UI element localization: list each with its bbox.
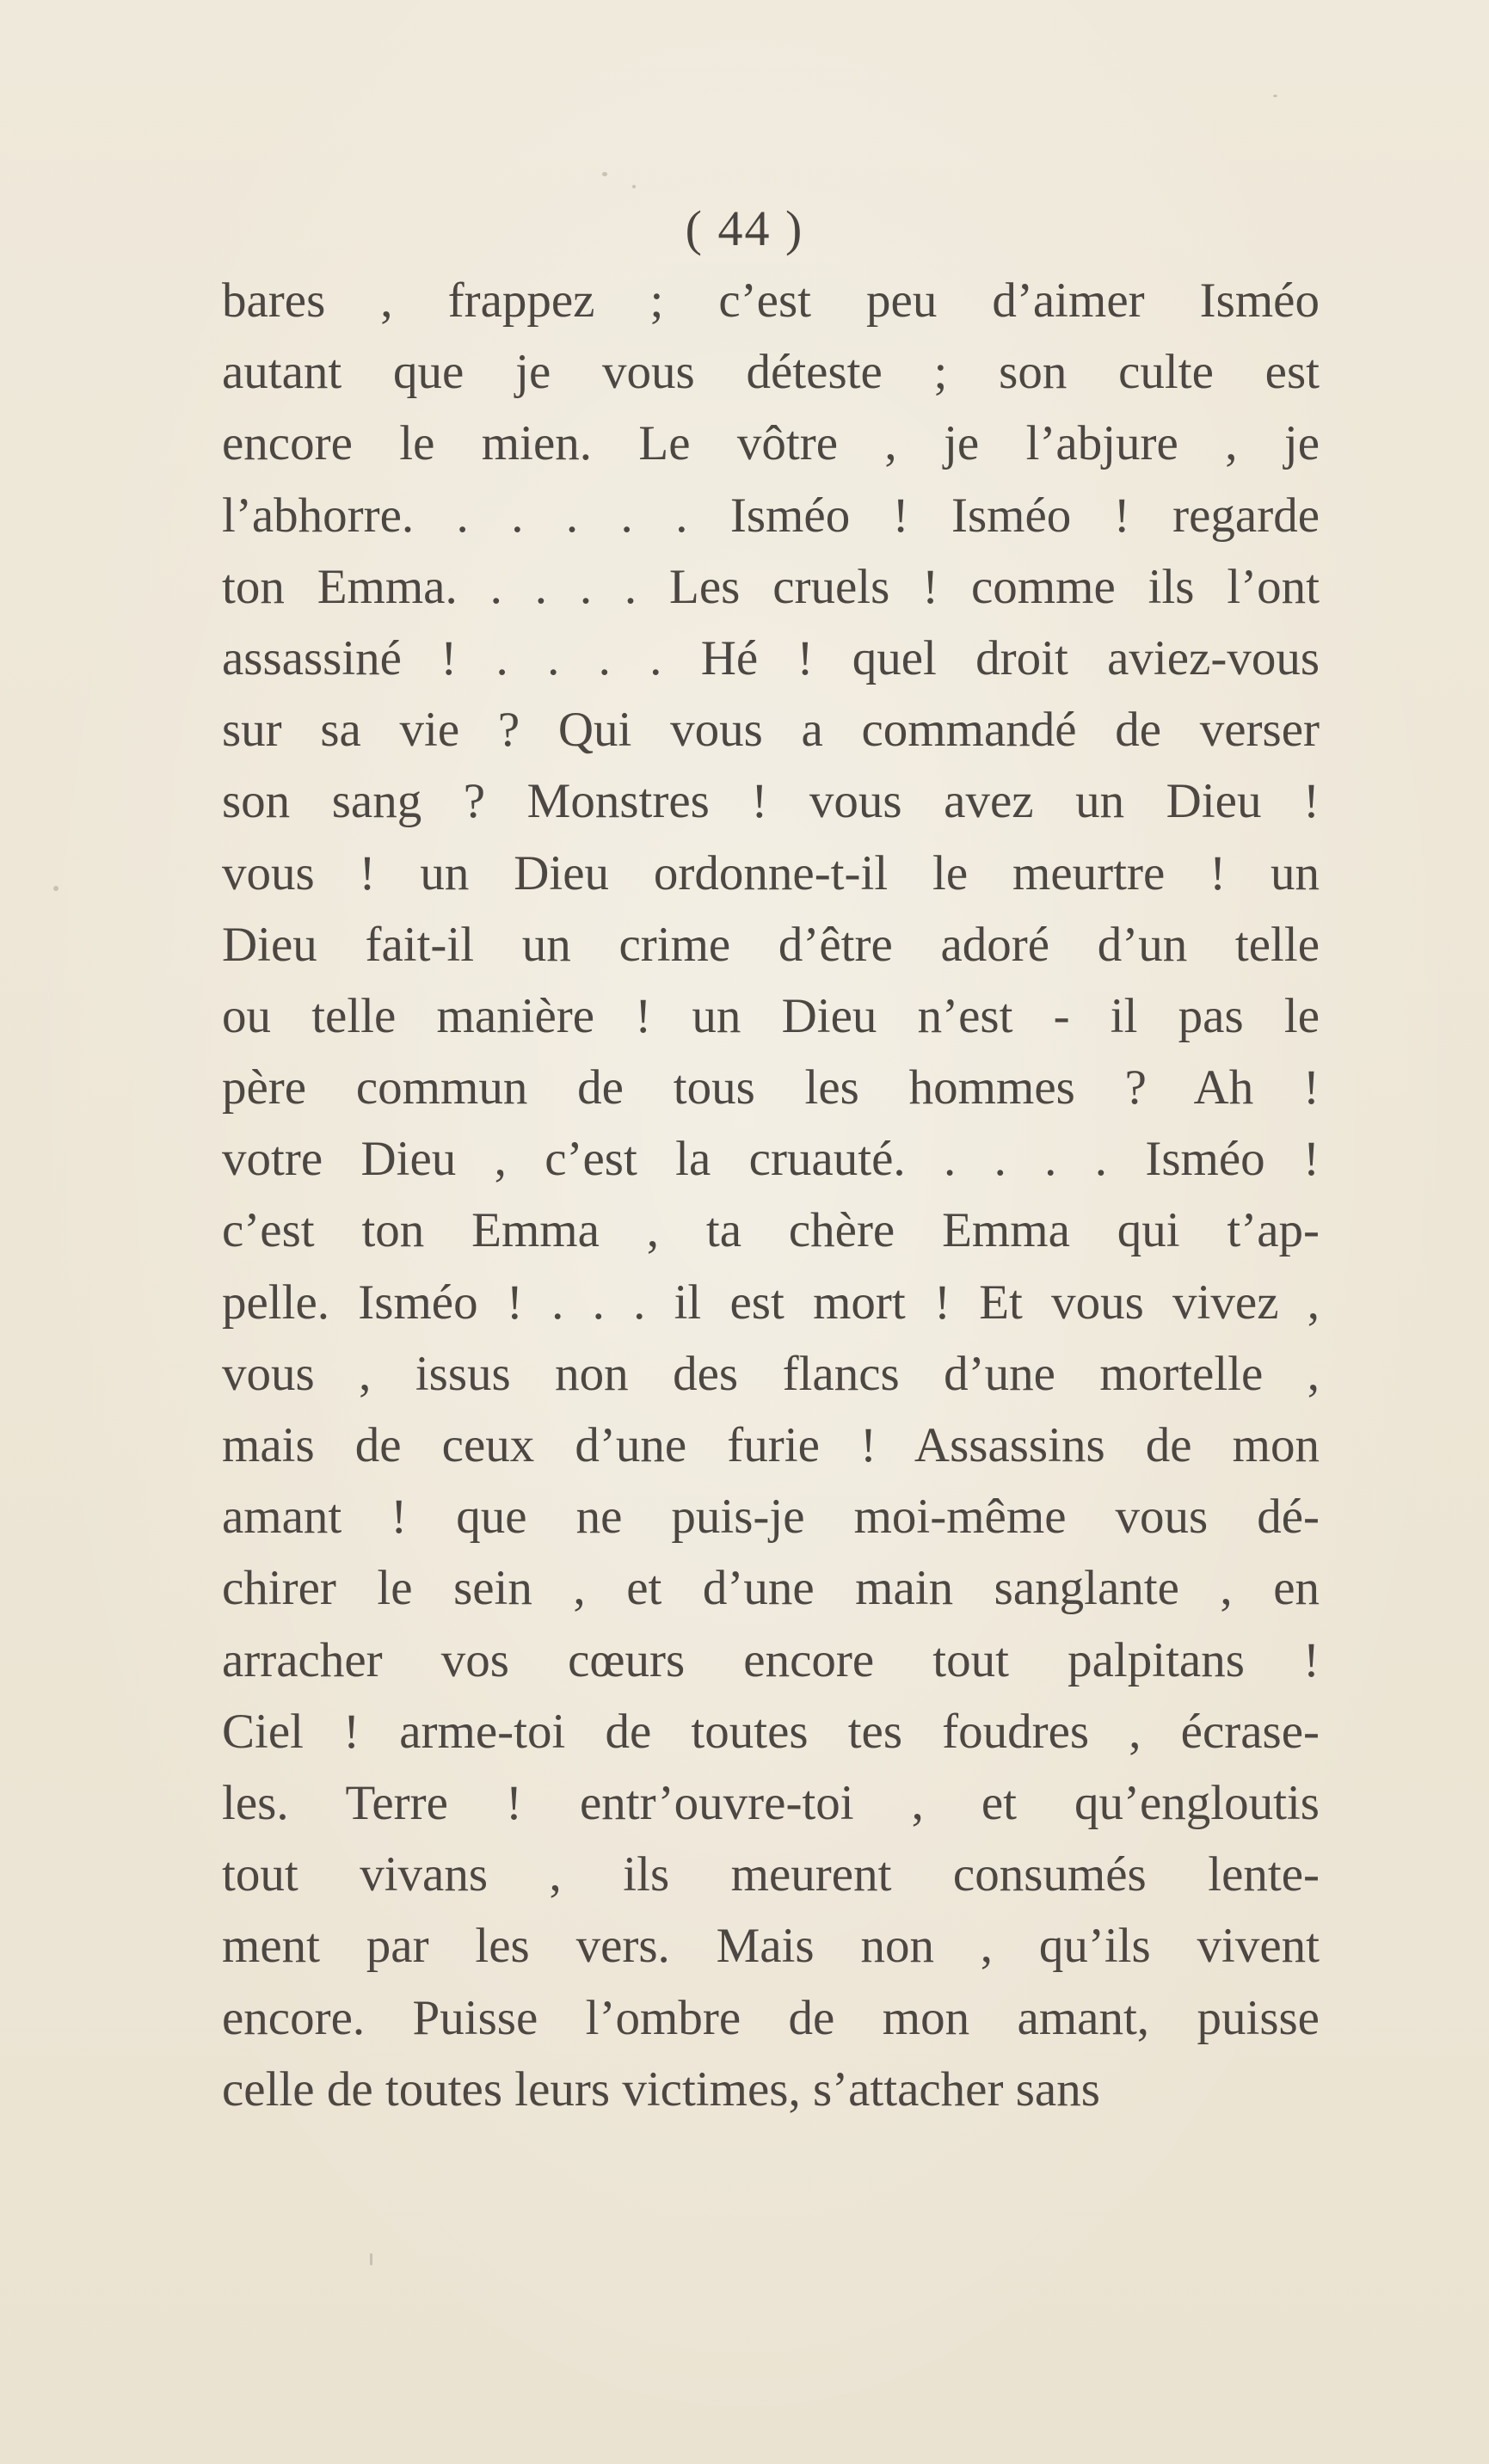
text-line: tout vivans , ils meurent consumés lente- <box>222 1847 1320 1902</box>
text-line: assassiné ! . . . . Hé ! quel droit aviez-vous <box>222 630 1320 685</box>
text-line: ment par les vers. Mais non , qu’ils vivent <box>222 1919 1320 1974</box>
text-line: les. Terre ! entr’ouvre-toi , et qu’engloutis <box>222 1775 1320 1830</box>
text-line: amant ! que ne puis-je moi-même vous dé- <box>222 1490 1320 1545</box>
text-line: encore. Puisse l’ombre de mon amant, puisse <box>222 1990 1320 2045</box>
text-line: votre Dieu , c’est la cruauté. . . . . Isméo ! <box>222 1132 1320 1187</box>
paper-speck <box>370 2253 372 2265</box>
text-line: autant que je vous déteste ; son culte est <box>222 345 1320 400</box>
text-line: sur sa vie ? Qui vous a commandé de verser <box>222 703 1320 758</box>
text-line: celle de toutes leurs victimes, s’attacher sans <box>222 2062 1100 2117</box>
text-line: bares , frappez ; c’est peu d’aimer Isméo <box>222 273 1320 328</box>
body-text <box>222 265 1320 2125</box>
text-line: l’abhorre. . . . . . Isméo ! Isméo ! regarde <box>222 488 1320 543</box>
paper-speck <box>602 172 607 176</box>
text-line: son sang ? Monstres ! vous avez un Dieu ! <box>222 774 1320 829</box>
text-line: Ciel ! arme-toi de toutes tes foudres , écrase- <box>222 1704 1320 1759</box>
paper-speck <box>1273 95 1277 97</box>
paper-speck <box>53 886 58 891</box>
page-number: ( 44 ) <box>685 200 804 256</box>
text-line: pelle. Isméo ! . . . il est mort ! Et vous vivez , <box>222 1275 1320 1330</box>
text-line: mais de ceux d’une furie ! Assassins de mon <box>222 1418 1320 1472</box>
text-line: père commun de tous les hommes ? Ah ! <box>222 1060 1320 1115</box>
text-line: vous , issus non des flancs d’une mortelle , <box>222 1346 1320 1401</box>
paper-speck <box>632 185 636 188</box>
text-line: chirer le sein , et d’une main sanglante , en <box>222 1561 1320 1616</box>
text-line: Dieu fait-il un crime d’être adoré d’un telle <box>222 917 1320 972</box>
text-line: encore le mien. Le vôtre , je l’abjure , je <box>222 416 1320 471</box>
text-line: arracher vos cœurs encore tout palpitans ! <box>222 1632 1320 1687</box>
text-line: ton Emma. . . . . Les cruels ! comme ils l’ont <box>222 559 1320 614</box>
text-line: ou telle manière ! un Dieu n’est - il pas le <box>222 988 1320 1043</box>
text-line: c’est ton Emma , ta chère Emma qui t’ap- <box>222 1203 1320 1258</box>
text-line: vous ! un Dieu ordonne-t-il le meurtre ! un <box>222 845 1320 900</box>
